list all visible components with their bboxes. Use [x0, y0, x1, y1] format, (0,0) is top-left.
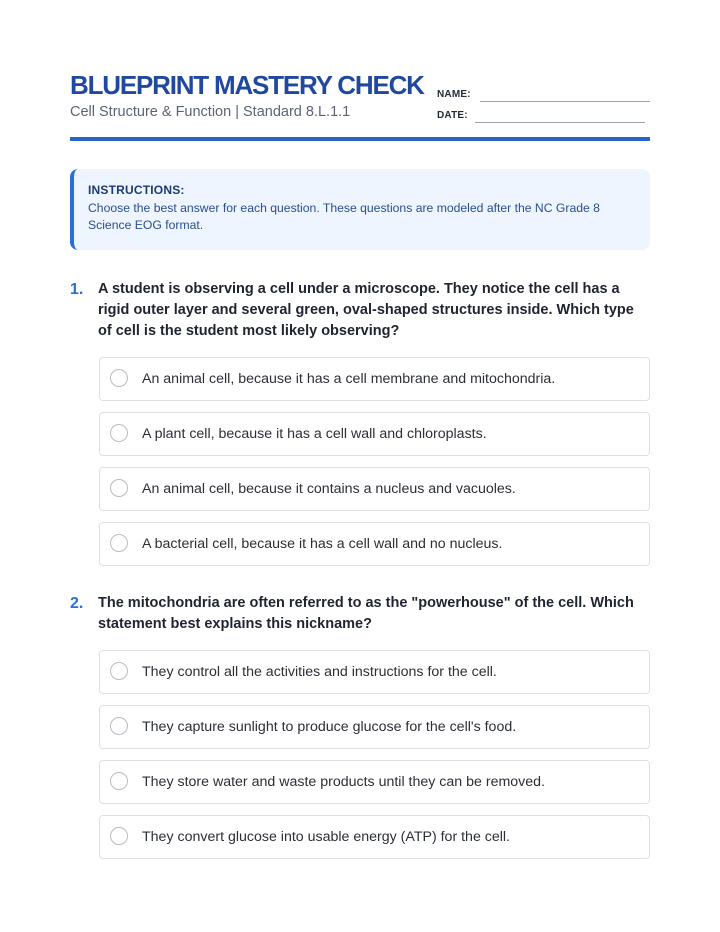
header-divider: [70, 137, 650, 141]
worksheet-page: [70, 0, 650, 845]
name-label: NAME:: [437, 89, 471, 100]
name-field[interactable]: [480, 101, 650, 102]
radio-button-icon[interactable]: [110, 717, 128, 735]
answer-option-label: A plant cell, because it has a cell wall and chloroplasts.: [142, 426, 487, 442]
answer-option-1b[interactable]: [99, 412, 650, 456]
instructions-box: [70, 169, 650, 250]
worksheet-header: [70, 0, 650, 140]
question-text: A student is observing a cell under a microscope. They notice the cell has a rigid outer layer and several green, oval-shaped structures inside. Which type of cell is the student most likely observing?: [98, 281, 634, 339]
answer-option-label: A bacterial cell, because it has a cell wall and no nucleus.: [142, 536, 503, 552]
answer-option-label: They store water and waste products until they can be removed.: [142, 774, 545, 790]
answer-option-label: They capture sunlight to produce glucose for the cell's food.: [142, 719, 517, 735]
answer-option-2a[interactable]: [99, 650, 650, 694]
radio-button-icon[interactable]: [110, 827, 128, 845]
answer-option-2b[interactable]: [99, 705, 650, 749]
answer-option-label: An animal cell, because it has a cell membrane and mitochondria.: [142, 371, 556, 387]
instructions-text: Choose the best answer for each question. These questions are modeled after the NC Grade 8 Science EOG format.: [88, 201, 600, 232]
radio-button-icon[interactable]: [110, 534, 128, 552]
question-number: 1.: [70, 281, 84, 298]
answer-option-label: They control all the activities and instructions for the cell.: [142, 664, 497, 680]
answer-option-label: An animal cell, because it contains a nucleus and vacuoles.: [142, 481, 516, 497]
radio-button-icon[interactable]: [110, 662, 128, 680]
page-title: BLUEPRINT MASTERY CHECK: [70, 70, 424, 100]
question-text: The mitochondria are often referred to as the "powerhouse" of the cell. Which statement best explains this nickname?: [98, 595, 634, 632]
radio-button-icon[interactable]: [110, 369, 128, 387]
answer-option-label: They convert glucose into usable energy (ATP) for the cell.: [142, 829, 511, 845]
answer-option-2d[interactable]: [99, 815, 650, 859]
page-subtitle: Cell Structure & Function | Standard 8.L.1.1: [70, 104, 351, 120]
question-number: 2.: [70, 595, 84, 612]
radio-button-icon[interactable]: [110, 424, 128, 442]
radio-button-icon[interactable]: [110, 772, 128, 790]
date-field[interactable]: [475, 122, 645, 123]
answer-option-1c[interactable]: [99, 467, 650, 511]
answer-option-2c[interactable]: [99, 760, 650, 804]
answer-option-1a[interactable]: [99, 357, 650, 401]
instructions-heading: INSTRUCTIONS:: [88, 183, 185, 197]
answer-option-1d[interactable]: [99, 522, 650, 566]
radio-button-icon[interactable]: [110, 479, 128, 497]
date-label: DATE:: [437, 110, 468, 121]
